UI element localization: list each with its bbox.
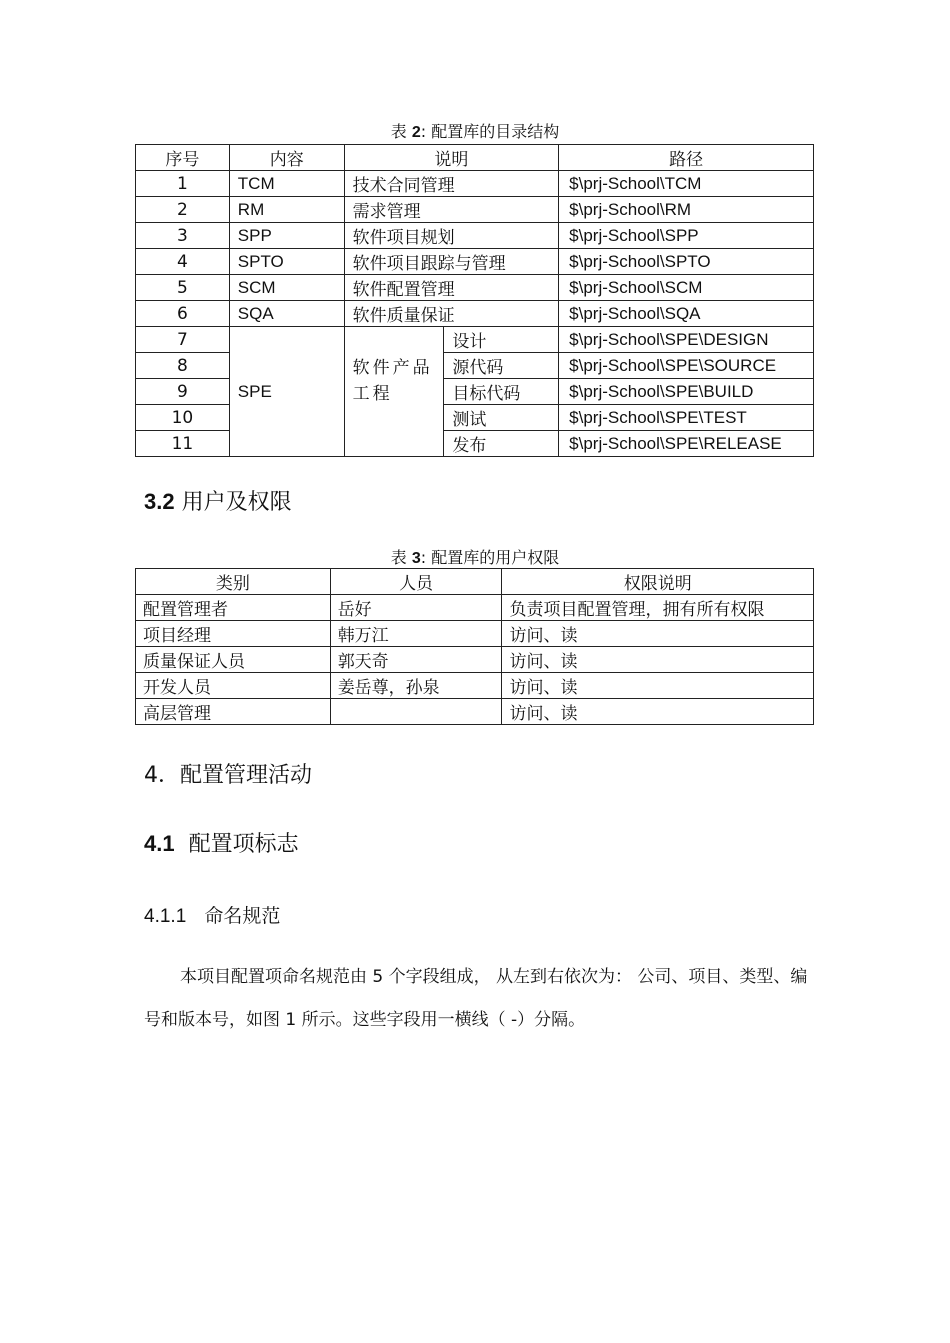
cell-path: $\prj-School\SPE\DESIGN — [559, 327, 814, 353]
header-rights: 权限说明 — [502, 569, 814, 595]
cell-code: SPTO — [229, 249, 344, 275]
cell-subdesc: 源代码 — [444, 353, 559, 379]
spe-desc-text: 软件产品工程 — [352, 357, 433, 404]
cell-rights: 访问、读 — [502, 699, 814, 725]
cell-path: $\prj-School\TCM — [559, 171, 814, 197]
cell-index: 6 — [136, 301, 230, 327]
section-number: 4.1 — [144, 831, 175, 856]
cell-desc: 软件质量保证 — [344, 301, 559, 327]
user-permissions-table — [135, 568, 814, 725]
table-header-row — [136, 145, 814, 171]
cell-desc-spe — [344, 327, 444, 457]
cell-index: 7 — [136, 327, 230, 353]
table-row — [136, 275, 814, 301]
cell-person: 韩万江 — [330, 621, 502, 647]
cell-index: 8 — [136, 353, 230, 379]
table3-caption — [0, 545, 950, 568]
section-heading-4-1-1 — [144, 901, 280, 928]
cell-subdesc: 目标代码 — [444, 379, 559, 405]
cell-desc: 技术合同管理 — [344, 171, 559, 197]
cell-path: $\prj-School\SPE\SOURCE — [559, 353, 814, 379]
section-title: 用户及权限 — [181, 490, 292, 515]
table-row — [136, 595, 814, 621]
cell-category: 质量保证人员 — [136, 647, 331, 673]
table2-caption — [0, 119, 950, 142]
table-header-row — [136, 569, 814, 595]
table-row — [136, 197, 814, 223]
cell-category: 高层管理 — [136, 699, 331, 725]
cell-subdesc: 测试 — [444, 405, 559, 431]
section-title: 配置项标志 — [188, 832, 299, 857]
cell-code: SCM — [229, 275, 344, 301]
header-description: 说明 — [344, 145, 559, 171]
directory-structure-table — [135, 144, 814, 457]
cell-person — [330, 699, 502, 725]
cell-category: 开发人员 — [136, 673, 331, 699]
cell-index: 4 — [136, 249, 230, 275]
caption-text: : 配置库的目录结构 — [420, 122, 560, 141]
cell-path: $\prj-School\RM — [559, 197, 814, 223]
table-row — [136, 171, 814, 197]
cell-index: 5 — [136, 275, 230, 301]
table-row — [136, 621, 814, 647]
cell-rights: 负责项目配置管理，拥有所有权限 — [502, 595, 814, 621]
cell-desc: 软件项目跟踪与管理 — [344, 249, 559, 275]
section-number: 4． — [144, 763, 180, 788]
section-heading-4-1 — [144, 827, 299, 858]
cell-index: 10 — [136, 405, 230, 431]
cell-path: $\prj-School\SQA — [559, 301, 814, 327]
caption-text: : 配置库的用户权限 — [420, 548, 560, 567]
cell-subdesc: 设计 — [444, 327, 559, 353]
section-heading-4 — [144, 758, 312, 789]
caption-number: 2 — [411, 124, 421, 141]
cell-code: SPP — [229, 223, 344, 249]
cell-code: TCM — [229, 171, 344, 197]
cell-subdesc: 发布 — [444, 431, 559, 457]
cell-path: $\prj-School\SPE\BUILD — [559, 379, 814, 405]
cell-rights: 访问、读 — [502, 621, 814, 647]
cell-code: SQA — [229, 301, 344, 327]
cell-category: 配置管理者 — [136, 595, 331, 621]
caption-prefix: 表 — [390, 548, 407, 567]
cell-path: $\prj-School\SPE\RELEASE — [559, 431, 814, 457]
section-heading-3-2 — [144, 485, 292, 516]
cell-index: 9 — [136, 379, 230, 405]
cell-path: $\prj-School\SPP — [559, 223, 814, 249]
header-index: 序号 — [136, 145, 230, 171]
header-person: 人员 — [330, 569, 502, 595]
cell-path: $\prj-School\SPTO — [559, 249, 814, 275]
cell-person: 姜岳尊，孙泉 — [330, 673, 502, 699]
cell-desc: 软件项目规划 — [344, 223, 559, 249]
table-row — [136, 699, 814, 725]
cell-category: 项目经理 — [136, 621, 331, 647]
cell-path: $\prj-School\SPE\TEST — [559, 405, 814, 431]
cell-path: $\prj-School\SCM — [559, 275, 814, 301]
caption-prefix: 表 — [390, 122, 407, 141]
caption-number: 3 — [411, 550, 421, 567]
section-number: 4.1.1 — [144, 906, 187, 927]
cell-code: RM — [229, 197, 344, 223]
table-row — [136, 647, 814, 673]
cell-rights: 访问、读 — [502, 673, 814, 699]
cell-person: 岳好 — [330, 595, 502, 621]
cell-person: 郭天奇 — [330, 647, 502, 673]
cell-index: 2 — [136, 197, 230, 223]
section-title: 配置管理活动 — [180, 763, 313, 788]
section-title: 命名规范 — [204, 905, 281, 927]
cell-code-spe: SPE — [229, 327, 344, 457]
cell-index: 11 — [136, 431, 230, 457]
cell-index: 1 — [136, 171, 230, 197]
cell-rights: 访问、读 — [502, 647, 814, 673]
table-row — [136, 223, 814, 249]
naming-paragraph: 本项目配置项命名规范由 5 个字段组成， 从左到右依次为： 公司、项目、类型、编号和版本号，如图 1 所示。这些字段用一横线（ -）分隔。 — [144, 967, 808, 1030]
table-row — [136, 249, 814, 275]
header-path: 路径 — [559, 145, 814, 171]
table-row — [136, 673, 814, 699]
header-category: 类别 — [136, 569, 331, 595]
table-row — [136, 327, 814, 353]
table-row — [136, 301, 814, 327]
cell-desc: 需求管理 — [344, 197, 559, 223]
cell-index: 3 — [136, 223, 230, 249]
section-number: 3.2 — [144, 489, 175, 514]
header-content: 内容 — [229, 145, 344, 171]
cell-desc: 软件配置管理 — [344, 275, 559, 301]
